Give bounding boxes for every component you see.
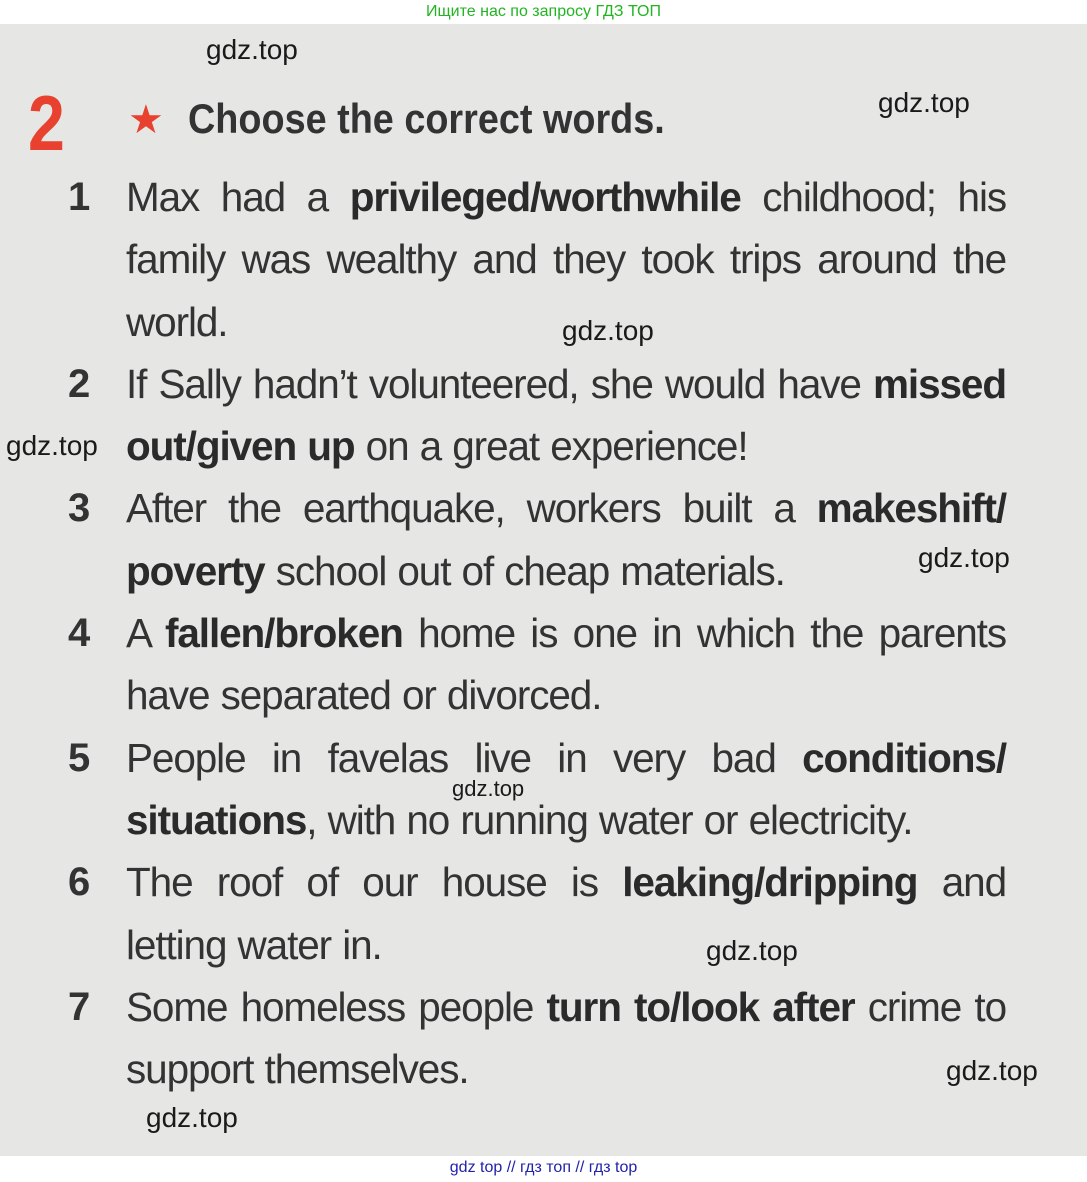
exercise-item [0,166,1087,353]
word-choice: conditions/ situations [126,734,1006,843]
item-text: A fallen/broken home is one in which the parents have separated or divorced. [126,610,1006,719]
item-text: The roof of our house is leaking/dripping and letting water in. [126,859,1006,968]
watermark: gdz.top [6,430,98,461]
word-choice: missed out/given up [126,360,1006,470]
word-choice: privileged/worthwhile [349,174,741,220]
item-number: 5 [68,735,91,780]
item-number: 7 [68,984,91,1029]
word-choice: fallen/broken [165,610,403,657]
exercise-item [0,477,1087,602]
exercise-item [0,353,1087,478]
bottom-banner[interactable]: gdz top // гдз топ // гдз top [0,1156,1087,1182]
item-text: Max had a privileged/worthwhile childhood; his family was wealthy and they took trips around the world. [126,174,1007,345]
textbook-page [0,24,1087,1156]
item-number: 1 [68,175,91,219]
watermark: gdz.top [918,542,1010,573]
star-icon: ★ [128,98,164,142]
exercise-item [0,727,1087,852]
top-banner[interactable]: Ищите нас по запросу ГДЗ ТОП [426,3,661,20]
watermark: gdz.top [706,935,798,966]
exercise-number: 2 [28,79,65,167]
watermark: gdz.top [146,1102,238,1133]
word-choice: turn to/look after [546,983,855,1030]
watermark: gdz.top [946,1055,1038,1086]
item-number: 2 [68,361,91,406]
word-choice: leaking/dripping [622,859,918,906]
item-number: 6 [68,860,91,905]
exercise-items [0,166,1087,1100]
item-text: People in favelas live in very bad conditions/ situations, with no running water or electricity. [126,734,1006,843]
watermark: gdz.top [562,315,654,346]
item-number: 3 [68,486,91,531]
watermark: gdz.top [452,776,525,801]
item-text: After the earthquake, workers built a makeshift/ poverty school out of cheap materials. [126,485,1006,594]
word-choice: makeshift/ poverty [126,485,1006,594]
exercise-item [0,602,1087,727]
watermark: gdz.top [206,34,298,65]
exercise-heading: Choose the correct words. [188,95,665,142]
exercise-item [0,976,1087,1101]
watermark: gdz.top [878,87,970,118]
item-text: If Sally hadn’t volunteered, she would have missed out/given up on a great experience! [126,360,1006,470]
item-text: Some homeless people turn to/look after crime to support themselves. [126,983,1006,1093]
item-number: 4 [68,611,91,656]
exercise-item [0,851,1087,976]
